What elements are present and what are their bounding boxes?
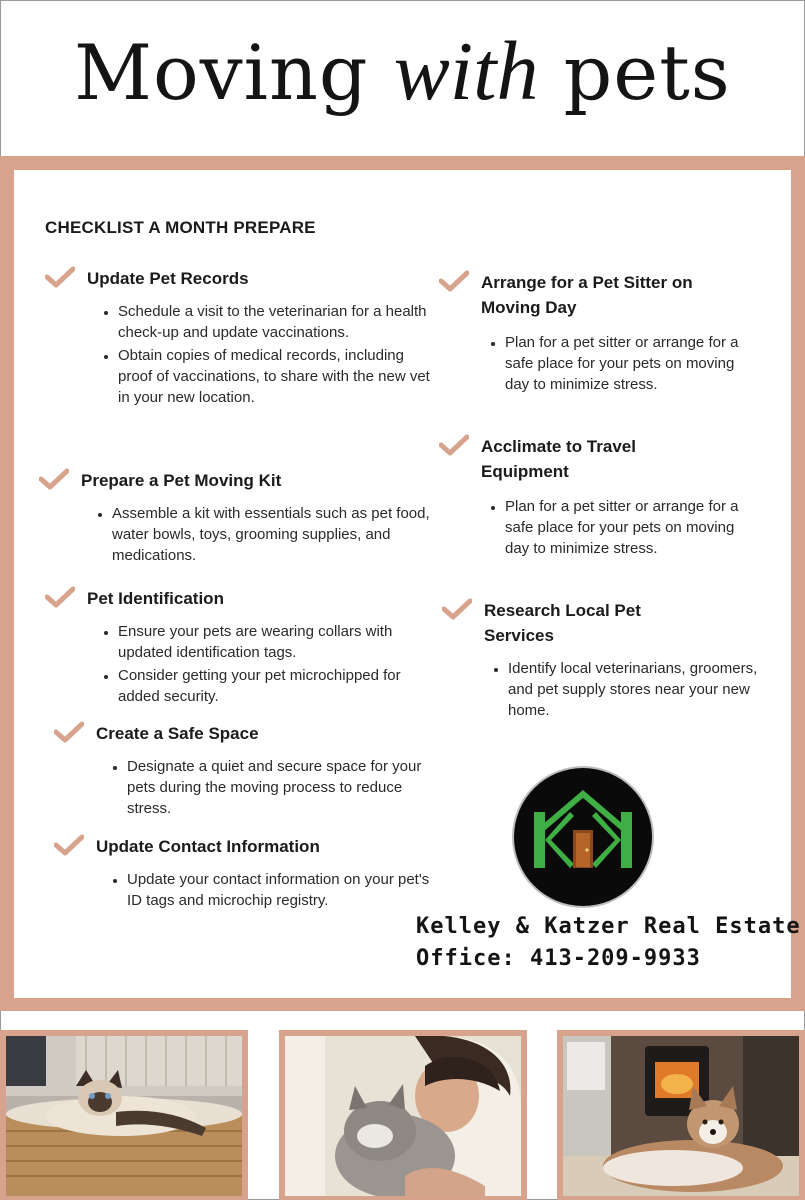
title-word-pets: pets [563,28,731,117]
section-create-safe-space [54,721,434,831]
section-pet-identification [45,586,425,706]
bullet-item: • Designate a quiet and secure space for your pets during the moving process to reduce stress. [127,756,432,819]
checkmark-icon [442,598,472,620]
section-title: Acclimate to Travel Equipment [481,437,636,481]
section-bullets [94,503,432,568]
photo-frame-cat [0,1030,248,1200]
section-update-contact-info [54,834,434,944]
checkmark-icon [45,266,75,288]
bullet-item: • Plan for a pet sitter or arrange for a safe place for your pets on moving day to minimize stress. [505,496,740,559]
photo-siamese-cat [6,1036,242,1196]
section-bullets [487,332,740,397]
section-prepare-moving-kit [39,468,430,578]
section-bullets [490,658,758,723]
section-title: Create a Safe Space [96,724,259,743]
checklist-frame [0,156,805,1011]
title-word-moving: Moving [74,28,369,117]
checkmark-icon [439,434,469,456]
checkmark-icon [54,834,84,856]
checkmark-icon [45,586,75,608]
section-acclimate-travel-equipment [439,434,769,584]
photo-frame-person-cat [279,1030,527,1200]
section-bullets [487,496,740,561]
bullet-item: • Assemble a kit with essentials such as pet food, water bowls, toys, grooming supplies, and medications. [112,503,432,566]
section-title: Update Pet Records [87,269,249,288]
section-research-local-services [442,598,772,728]
section-bullets [100,301,438,410]
checkmark-icon [439,270,469,292]
title-word-with: with [393,25,539,118]
section-bullets [100,621,438,709]
bullet-item: • Identify local veterinarians, groomers, and pet supply stores near your new home. [508,658,758,721]
page-title [0,22,805,123]
section-title: Update Contact Information [96,837,320,856]
checkmark-icon [39,468,69,490]
photo-person-kissing-cat [285,1036,521,1196]
company-phone: Office: 413-209-9933 [416,946,701,971]
section-title: Arrange for a Pet Sitter on Moving Day [481,273,693,317]
checklist-panel [14,170,801,998]
bullet-item: • Plan for a pet sitter or arrange for a safe place for your pets on moving day to minimize stress. [505,332,740,395]
photo-husky-fireplace [563,1036,799,1196]
section-update-pet-records [45,266,430,456]
checklist-heading: CHECKLIST A MONTH PREPARE [45,218,316,237]
section-arrange-pet-sitter [439,270,769,420]
section-title: Pet Identification [87,589,224,608]
bullet-item: • Consider getting your pet microchipped for added security. [118,665,438,707]
section-title: Prepare a Pet Moving Kit [81,471,282,490]
photo-frame-husky [557,1030,805,1200]
bullet-item: • Obtain copies of medical records, including proof of vaccinations, to share with the new vet in your new location. [118,345,438,408]
bullet-item: • Schedule a visit to the veterinarian for a health check-up and update vaccinations. [118,301,438,343]
section-bullets [109,756,432,821]
section-bullets [109,869,437,913]
company-name: Kelley & Katzer Real Estate [416,914,801,939]
checkmark-icon [54,721,84,743]
bullet-item: • Ensure your pets are wearing collars with updated identification tags. [118,621,438,663]
kk-logo [514,768,652,906]
bullet-item: • Update your contact information on your pet's ID tags and microchip registry. [127,869,437,911]
kk-logo-icon [514,768,652,906]
section-title: Research Local Pet Services [484,601,641,645]
